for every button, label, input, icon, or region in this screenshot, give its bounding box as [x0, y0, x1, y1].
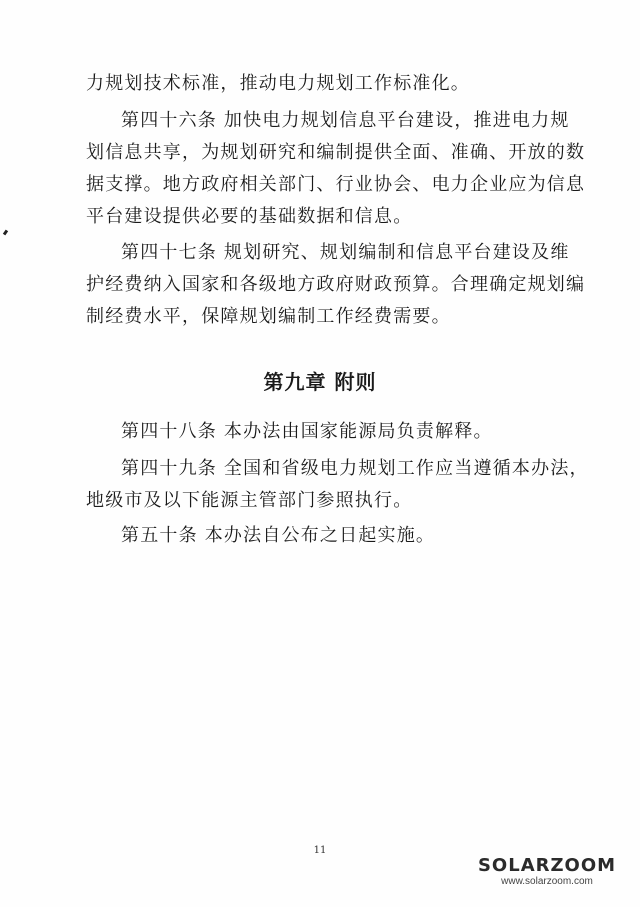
article-46-line: 第四十六条 加快电力规划信息平台建设，推进电力规: [121, 110, 570, 131]
article-47-line: 第四十七条 规划研究、规划编制和信息平台建设及维: [121, 242, 570, 263]
article-47-line: 制经费水平，保障规划编制工作经费需要。: [86, 306, 451, 327]
watermark-logo: SOLARZOOM: [477, 855, 617, 876]
text-line: 力规划技术标准，推动电力规划工作标准化。: [86, 73, 470, 94]
watermark-url: www.solarzoom.com: [501, 876, 593, 887]
article-47-line: 护经费纳入国家和各级地方政府财政预算。合理确定规划编: [86, 274, 586, 295]
article-49-line: 第四十九条 全国和省级电力规划工作应当遵循本办法，: [121, 458, 589, 479]
margin-mark: [3, 230, 8, 236]
article-46-line: 据支撑。地方政府相关部门、行业协会、电力企业应为信息: [86, 174, 586, 195]
article-46-line: 划信息共享，为规划研究和编制提供全面、准确、开放的数: [86, 142, 586, 163]
article-49-line: 地级市及以下能源主管部门参照执行。: [86, 490, 413, 511]
article-50-line: 第五十条 本办法自公布之日起实施。: [121, 525, 436, 546]
chapter-title: 第九章 附则: [263, 370, 377, 394]
solarzoom-watermark: [472, 856, 622, 888]
article-46-line: 平台建设提供必要的基础数据和信息。: [86, 206, 413, 227]
article-48-line: 第四十八条 本办法由国家能源局负责解释。: [121, 421, 493, 442]
page-number: 11: [313, 845, 327, 856]
